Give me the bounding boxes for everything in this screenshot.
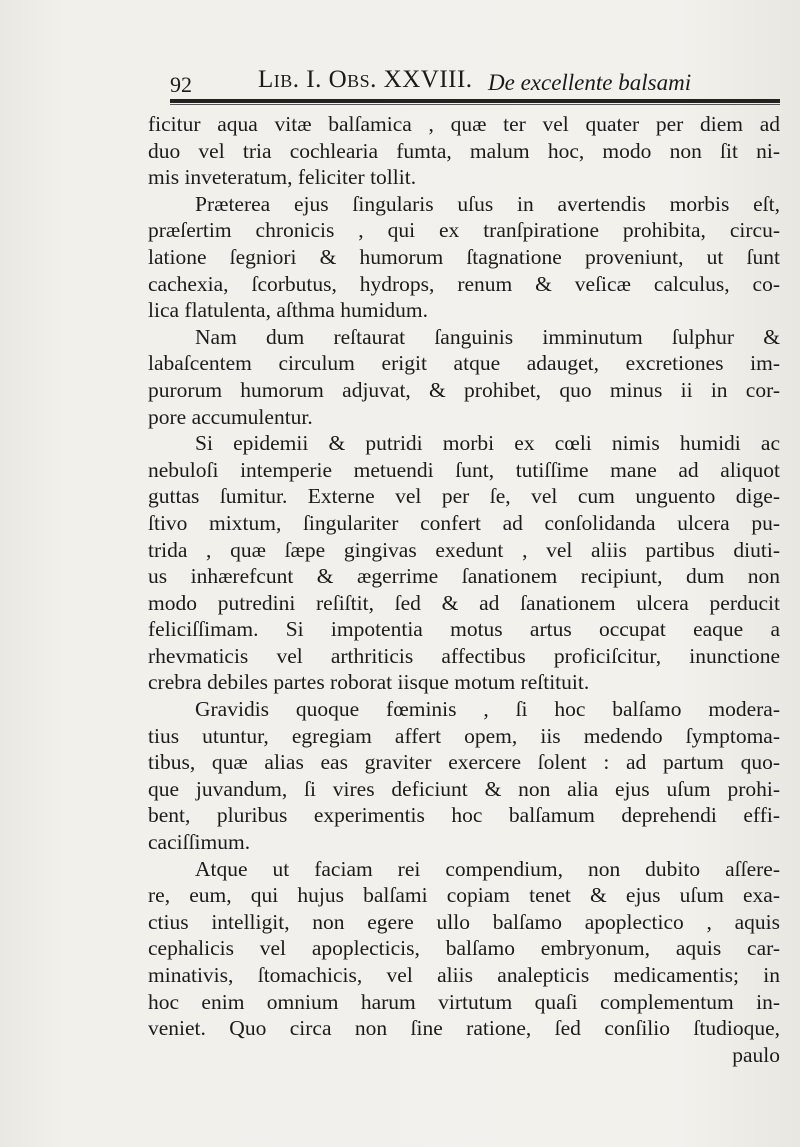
running-title: De excellente balsami [488, 70, 692, 95]
text-line: cephalicis vel apoplecticis, balſamo embryonum, aquis car- [148, 936, 780, 961]
book-observation-label: Lib. I. Obs. XXVIII. [258, 66, 473, 93]
text-line: modo putredini reſiſtit, ſed & ad ſanationem ulcera perducit [148, 590, 780, 615]
text-line: ficitur aqua vitæ balſamica , quæ ter vel quater per diem ad [148, 112, 780, 136]
catchword: paulo [732, 1042, 780, 1067]
text-line: feliciſſimam. Si impotentia motus artus occupat eaque a [148, 617, 780, 642]
text-line: trida , quæ ſæpe gingivas exedunt , vel aliis partibus diuti- [148, 537, 780, 562]
text-line: re, eum, qui hujus balſami copiam tenet & ejus uſum exa- [148, 883, 780, 908]
text-line: guttas ſumitur. Externe vel per ſe, vel cum unguento dige- [148, 484, 780, 509]
text-line: ſtivo mixtum, ſingulariter confert ad conſolidanda ulcera pu- [148, 510, 780, 535]
text-line: tibus, quæ alias eas graviter exercere ſolent : ad partum quo- [148, 750, 780, 775]
text-line: mis inveteratum, feliciter tollit. [148, 165, 417, 190]
header-rule-thin [170, 104, 780, 105]
text-line: nebuloſi intemperie metuendi ſunt, tutiſſime mane ad aliquot [148, 457, 780, 482]
text-line: veniet. Quo circa non ſine ratione, ſed conſilio ſtudioque, [148, 1016, 780, 1041]
body-text [148, 111, 780, 1068]
paragraph-start: Gravidis quoque fœminis , ſi hoc balſamo modera- [195, 697, 780, 722]
text-line: latione ſegniori & humorum ſtagnatione proveniunt, ut ſunt [148, 244, 780, 269]
text-line: caciſſimum. [148, 830, 251, 855]
text-line: minativis, ſtomachicis, vel aliis analepticis medicamentis; in [148, 963, 780, 987]
paragraph-start: Atque ut faciam rei compendium, non dubito aſſere- [195, 856, 780, 881]
header-rule [170, 99, 780, 103]
text-line: duo vel tria cochlearia fumta, malum hoc, modo non ſit ni- [148, 138, 780, 163]
text-line: lica flatulenta, aſthma humidum. [148, 298, 429, 323]
text-line: tius utuntur, egregiam affert opem, iis medendo ſymptoma- [148, 723, 780, 748]
paragraph-start: Nam dum reſtaurat ſanguinis imminutum ſulphur & [195, 324, 780, 349]
text-line: hoc enim omnium harum virtutum quaſi complementum in- [148, 989, 780, 1014]
text-line: ctius intelligit, non egere ullo balſamo apoplectico , aquis [148, 909, 780, 934]
paragraph-start: Si epidemii & putridi morbi ex cœli nimis humidi ac [195, 431, 780, 456]
text-line: rhevmaticis vel arthriticis affectibus proficiſcitur, inunctione [148, 643, 780, 668]
paragraph-start: Præterea ejus ſingularis uſus in avertendis morbis eſt, [195, 191, 780, 216]
text-line: us inhærefcunt & ægerrime ſanationem recipiunt, dum non [148, 564, 780, 589]
page-number: 92 [170, 72, 192, 97]
text-line: que juvandum, ſi vires deficiunt & non alia ejus uſum prohi- [148, 776, 780, 801]
text-line: pore accumulentur. [148, 404, 313, 429]
text-line: labaſcentem circulum erigit atque adauget, excretiones im- [148, 351, 780, 376]
running-header [170, 64, 780, 98]
text-line: crebra debiles partes roborat iisque motum reſtituit. [148, 670, 590, 695]
text-line: bent, pluribus experimentis hoc balſamum deprehendi effi- [148, 803, 780, 828]
text-line: cachexia, ſcorbutus, hydrops, renum & veſicæ calculus, co- [148, 271, 780, 296]
text-line: purorum humorum adjuvat, & prohibet, quo minus ii in cor- [148, 377, 780, 402]
text-line: præſertim chronicis , qui ex tranſpiratione prohibita, circu- [148, 218, 780, 243]
